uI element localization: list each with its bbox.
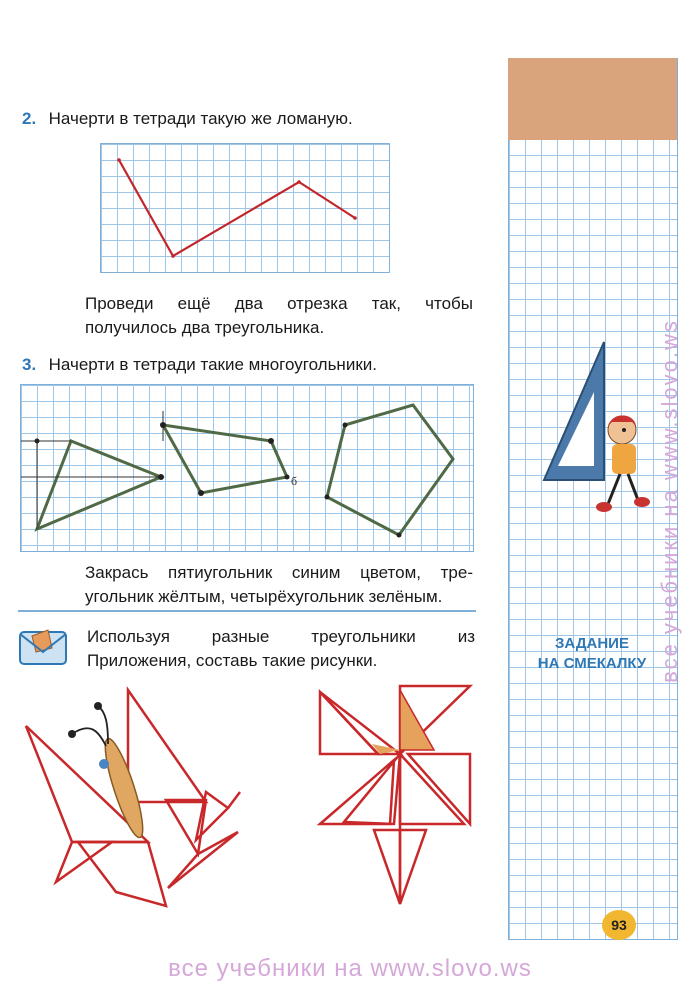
task-3-followup (85, 561, 473, 609)
task-2-grid (100, 143, 390, 273)
task-3-header (22, 353, 377, 377)
task-2-followup (85, 292, 473, 340)
section-divider (18, 610, 476, 612)
boy-mascot-icon (584, 410, 654, 520)
sidebar-top-band (508, 58, 677, 140)
sidebar-title (512, 634, 672, 674)
sidebar-title-line1: ЗАДАНИЕ (555, 635, 629, 652)
task-number: 2. (22, 109, 37, 128)
envelope-icon (18, 626, 70, 668)
task-2-header (22, 107, 353, 131)
task-instruction: Начерти в тетради такую же ломаную. (48, 109, 353, 128)
task-2-followup-line1: Проведи ещё два отрезка так, чтобы (85, 294, 473, 313)
appendix-line2: Приложения, составь такие рисунки. (87, 651, 378, 670)
task-2-followup-line2: получилось два треугольника. (85, 318, 325, 337)
task-3-followup-line2: угольник жёлтым, четырёхугольник зелёным. (85, 587, 443, 606)
polyline-figure (101, 144, 389, 272)
task-3-grid (20, 384, 474, 552)
red-polyline (119, 160, 355, 256)
sidebar-title-line2: НА СМЕКАЛКУ (537, 655, 647, 672)
vertical-watermark-text: все учебники на www.slovo.ws (657, 319, 682, 683)
task-number: 3. (22, 355, 37, 374)
task-3-followup-line1: Закрась пятиугольник синим цветом, тре- (85, 563, 473, 582)
page-number (602, 910, 636, 940)
pinwheel-figure (314, 684, 474, 910)
bottom-watermark: все учебники на www.slovo.ws (168, 955, 532, 982)
page-number-label: 93 (611, 917, 627, 933)
appendix-task-text (87, 625, 475, 673)
appendix-line1: Используя разные треугольники из (87, 627, 475, 646)
polygons-figure (21, 385, 473, 551)
task-instruction: Начерти в тетради такие многоугольники. (48, 355, 377, 374)
quadrilateral-shape (163, 425, 287, 493)
triangle-shape (37, 441, 161, 529)
butterfly-figure (16, 682, 256, 912)
vertex-label: б (291, 474, 298, 488)
